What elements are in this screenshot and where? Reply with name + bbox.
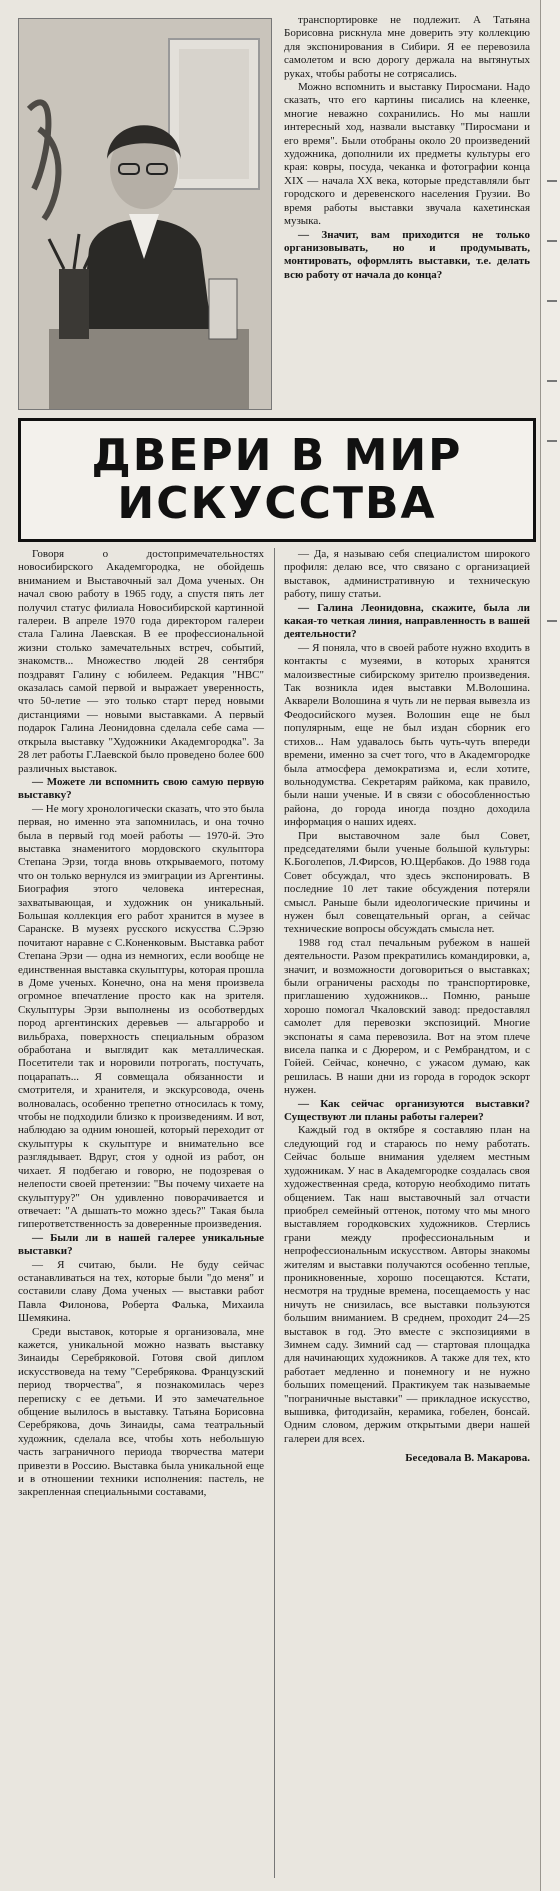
question-paragraph: — Значит, вам приходится не только организовывать, но и продумывать, монтировать, оформлять выставки, т.е. делать всю работу от начала до конца? [284, 228, 530, 281]
headline-banner [18, 418, 536, 542]
question-paragraph: — Были ли в нашей галерее уникальные выставки? [18, 1231, 264, 1258]
body-paragraph: При выставочном зале был Совет, председателями были ученые большой культуры: К.Боголепов, Л.Фирсов, Ю.Щербаков. До 1988 года Совет обсуждал, что здесь экспонировать. В последние 10 лет такие обсуждения потеряли смысл. Раньше были идеологические причины и нужен был совещательный орган, а сейчас технические вопросы обсуждать смысла нет. [284, 829, 530, 936]
adjacent-page-edge [540, 0, 560, 1891]
question-paragraph: — Можете ли вспомнить свою самую первую выставку? [18, 775, 264, 802]
body-paragraph: — Да, я называю себя специалистом широкого профиля: делаю все, что связано с организацией выставок, административную и техническую работу, пишу статьи. [284, 548, 530, 601]
body-paragraph: транспортировке не подлежит. А Татьяна Борисовна рискнула мне доверить эту коллекцию для экспонирования в Сибири. Я ее перевозила самолетом и всю дорогу держала на вытянутых руках, чтобы работы не сотрясались. [284, 14, 530, 80]
author-signature: Беседовала В. Макарова. [405, 1452, 530, 1465]
body-paragraph: 1988 год стал печальным рубежом в нашей деятельности. Разом прекратились командировки, а, значит, и возможности договориться о выставках; были ограничены расходы по транспортировке, приглашению художников... Помню, раньше хорошо помогал Чкаловский завод: предоставлял самолет для перевозки экспозиций. Многие экспонаты я сама перевозила. Вот на этом плече висела папка и с Дюрером, и с Рембрандтом, и с Гойей. Сейчас, конечно, с ужасом думаю, как решилась. В наши дни из города в городок эскорт нужен. [284, 936, 530, 1097]
body-paragraph: Говоря о достопримечательностях новосибирского Академгородка, не обойдешь вниманием и Выставочный зал Дома ученых. Он начал свою работу в 1965 году, а спустя пять лет получил статус филиала Новосибирской картинной галереи. В апреле 1970 года директором галереи стала Галина Лаевская. В ее профессиональной жизни столько замечательных встреч, событий, знакомств... Множество людей 28 сентября поздравят Галину с юбилеем. Редакция "НВС" оказалась самой первой и выражает уверенность, что 50-летие — это только старт перед новыми дистанциями — новыми выставками. А первый подарок Галина Леонидовна сделала себе сама — открыла выставку "Художники Академгородка". За 28 лет работы Г.Лаевской было проведено более 600 различных выставок. [18, 548, 264, 775]
headline-line-1: ДВЕРИ В МИР [91, 430, 463, 481]
body-paragraph: — Не могу хронологически сказать, что это была первая, но именно эта запомнилась, и она точно была в первый год моей работы — 1970-й. Это выставка знаменитого мордовского скульптора Степана Эрзи, тогда вновь открываемого, потому что он только вернулся из эмиграции из Аргентины. Биография этого человека интересная, захватывающая, и художник он уникальный. Большая коллекция его работ хранится в музее в Саранске. В музеях русского искусства С.Эрзю почитают наравне с С.Коненковым. Выставка работ Степана Эрзи — одна из немногих, если вообще не единственная выставка скульптуры, которая прошла в Доме ученых. Конечно, она на меня произвела огромное впечатление просто как на зрителя. Скульптуры Эрзи выполнены из особотвердых пород аргентинских деревьев — альгарробо и вильбраха, поверхность специальным образом обработана и выглядит как металлическая. Посетители так и норовили потрогать, постучать, поцарапать... Я совмещала обязанности и смотрителя, и хранителя, и экскурсовода, очень волновалась, особенно трепетно относилась к тому, чтобы не подходили близко к произведениям. И вот, наблюдаю за одним юношей, который переходит от скульптуры к скульптуре и внимательно все разглядывает. Вдруг, стоя у одной из работ, он чихает. Я подбегаю и говорю, не подозревая о нелепости своей претензии: "Вы почему чихаете на скульптуру?" Он удивленно поворачивается и отвечает: "А дышать-то можно здесь?" Такая была гиперответственность за доверенные произведения. [18, 802, 264, 1231]
question-paragraph: — Галина Леонидовна, скажите, была ли какая-то четкая линия, направленность в вашей деятельности? [284, 601, 530, 641]
body-paragraph: Среди выставок, которые я организовала, мне кажется, уникальной можно назвать выставку Зинаиды Серебряковой. Готовя свой диплом искусствоведа на тему "Серебрякова. Французский период творчества", я познакомилась через переписку с ее детьми. И это замечательное общение вылилось в выставку. Татьяна Борисовна Серебрякова, дочь Зинаиды, сама театральный художник, сделала все, чтобы хоть небольшую часть заграничного периода творчества матери привезти в Россию. Выставка была уникальной еще и в отношении техники исполнения: пастель, не закрепленная специальными составами, [18, 1325, 264, 1499]
question-paragraph: — Как сейчас организуются выставки? Существуют ли планы работы галереи? [284, 1097, 530, 1124]
intro-column [284, 14, 530, 282]
column-rule [274, 548, 275, 1878]
body-paragraph: — Я поняла, что в своей работе нужно входить в контакты с музеями, в которых хранятся малоизвестные сибирскому зрителю произведения. Так возникла идея выставки М.Волошина. Акварели Волошина я чуть ли не первая вывезла из Феодосийского музея. Волошин еще не был популярным, еще не был издан сборник его стихов... Нам удавалось быть чуть-чуть впереди времени, именно за счет того, что в Академгородке была атмосфера демократизма и, если хотите, вольнодумства. Секретарям райкома, как правило, были наши ученые. И в связи с обособленностью района, до города иногда поздно доходила информация о наших идеях. [284, 641, 530, 829]
left-column [18, 548, 264, 1500]
headline-line-2: ИСКУССТВА [117, 478, 437, 529]
body-paragraph: Каждый год в октябре я составляю план на следующий год и стараюсь по нему работать. Сейчас больше внимания уделяем местным художникам. У нас в Академгородке создалась своя художественная среда, которую необходимо питать общением. Так наш выставочный зал отчасти приобрел семейный оттенок, потому что мы много выставляем городковских художников. Стерлись грани между профессиональным и непрофессиональным искусством. Авторы знакомы жителям и выставки получаются особенно теплые, проникновенные, хорошо посещаются. Кстати, несмотря на трудные времена, посещаемость у нас ничуть не снизилась, все выставки пользуются большим вниманием. В среднем, проходит 24—25 выставок в год. Это вместе с экспозициями в Зимнем саду. Зимний сад — стартовая площадка для начинающих художников. А также для тех, кто работает медленно и понемногу и не нужно больших помещений. Практикуем так называемые "пограничные выставки" — прикладное искусство, вышивка, фитодизайн, керамика, гобелен, бонсай. Одним словом, держим открытыми двери нашей галереи для всех. [284, 1124, 530, 1445]
portrait-photo [18, 18, 272, 410]
body-paragraph: — Я считаю, были. Не буду сейчас останавливаться на тех, которые были "до меня" и составили славу Дома ученых — выставки работ Павла Филонова, Роберта Фалька, Михаила Шемякина. [18, 1258, 264, 1325]
body-paragraph: Можно вспомнить и выставку Пиросмани. Надо сказать, что его картины писались на клеенке, многие неважно сохранились. Но мы нашли интересный ход, назвали выставку "Пиросмани и его время". Были отобраны около 20 произведений художника, дополнили их предметы культуры его края: ковры, посуда, чеканка и фотографии конца XIX — начала XX века, которые представляли быт городского и деревенского населения Грузии. Во время работы выставки звучала кахетинская музыка. [284, 81, 530, 228]
right-column [284, 548, 530, 1466]
